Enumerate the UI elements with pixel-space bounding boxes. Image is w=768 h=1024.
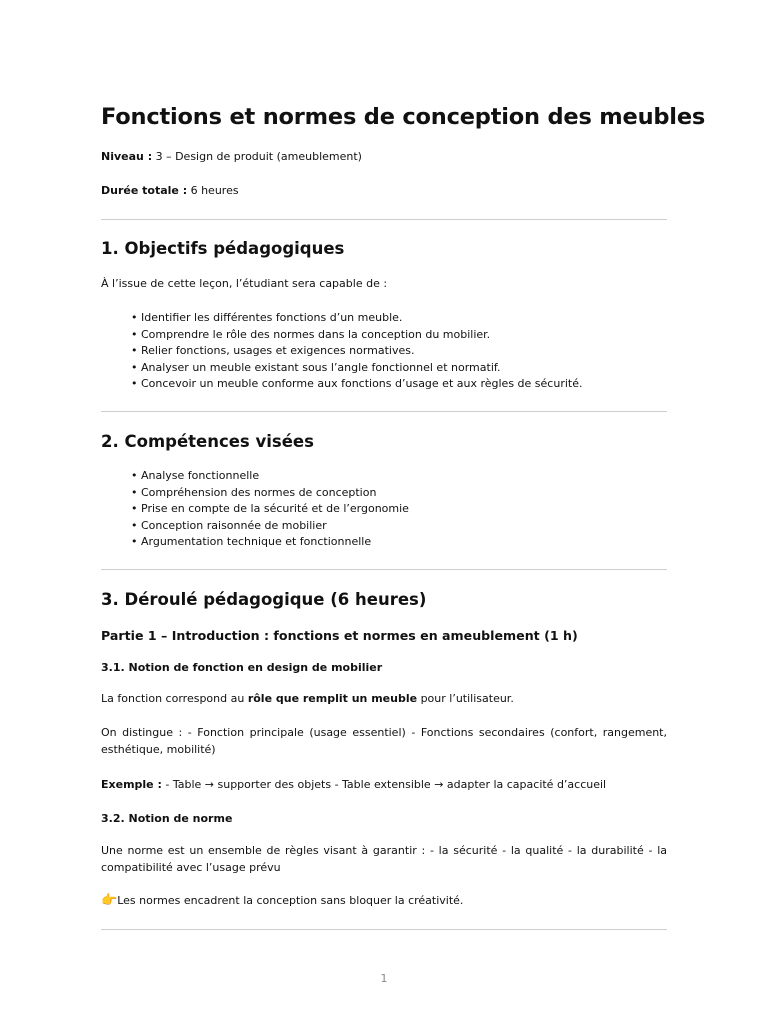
niveau-value: 3 – Design de produit (ameublement) <box>152 150 362 163</box>
fonction-definition <box>101 691 514 708</box>
norme-note-text: Les normes encadrent la conception sans bloquer la créativité. <box>117 894 464 907</box>
page-title: Fonctions et normes de conception des meubles <box>101 104 706 130</box>
text-run: pour l’utilisateur. <box>417 692 514 705</box>
list-item: • Concevoir un meuble conforme aux fonctions d’usage et aux règles de sécurité. <box>131 376 582 393</box>
divider <box>101 219 667 220</box>
subsection-heading-norme: 3.2. Notion de norme <box>101 812 233 825</box>
part-heading: Partie 1 – Introduction : fonctions et normes en ameublement (1 h) <box>101 628 578 643</box>
list-item: • Compréhension des normes de conception <box>131 485 409 502</box>
list-item: • Relier fonctions, usages et exigences normatives. <box>131 343 582 360</box>
list-item: • Analyse fonctionnelle <box>131 468 409 485</box>
competences-list <box>131 468 409 551</box>
list-item: • Prise en compte de la sécurité et de l’ergonomie <box>131 501 409 518</box>
duree-line <box>101 183 239 200</box>
page-number: 1 <box>380 972 388 985</box>
niveau-line <box>101 149 362 166</box>
example-text: - Table → supporter des objets - Table extensible → adapter la capacité d’accueil <box>161 778 607 791</box>
list-item: • Identifier les différentes fonctions d’un meuble. <box>131 310 582 327</box>
list-item: • Conception raisonnée de mobilier <box>131 518 409 535</box>
section-intro: À l’issue de cette leçon, l’étudiant sera capable de : <box>101 277 388 290</box>
duree-label: Durée totale : <box>101 184 188 197</box>
text-run: La fonction correspond au <box>101 692 248 705</box>
pointing-hand-icon: 👉 <box>101 893 118 908</box>
section-heading-deroule: 3. Déroulé pédagogique (6 heures) <box>101 590 427 609</box>
duree-value: 6 heures <box>187 184 239 197</box>
objectives-list <box>131 310 582 393</box>
fonction-types-paragraph: On distingue : - Fonction principale (usage essentiel) - Fonctions secondaires (confort, rangement, esthétique, mobilité) <box>101 726 667 756</box>
divider <box>101 929 667 930</box>
example-label: Exemple : <box>101 778 162 791</box>
list-item: • Comprendre le rôle des normes dans la conception du mobilier. <box>131 327 582 344</box>
subsection-heading-fonction: 3.1. Notion de fonction en design de mobilier <box>101 661 383 674</box>
niveau-label: Niveau : <box>101 150 153 163</box>
divider <box>101 411 667 412</box>
section-heading-competences: 2. Compétences visées <box>101 432 314 451</box>
list-item: • Argumentation technique et fonctionnelle <box>131 534 409 551</box>
section-heading-objectifs: 1. Objectifs pédagogiques <box>101 239 345 258</box>
norme-definition-paragraph: Une norme est un ensemble de règles visant à garantir : - la sécurité - la qualité - la durabilité - la compatibilité avec l’usage prévu <box>101 844 667 874</box>
divider <box>101 569 667 570</box>
norme-note <box>101 893 463 910</box>
example-line <box>101 777 606 794</box>
list-item: • Analyser un meuble existant sous l’angle fonctionnel et normatif. <box>131 360 582 377</box>
emphasis-text: rôle que remplit un meuble <box>247 692 418 705</box>
